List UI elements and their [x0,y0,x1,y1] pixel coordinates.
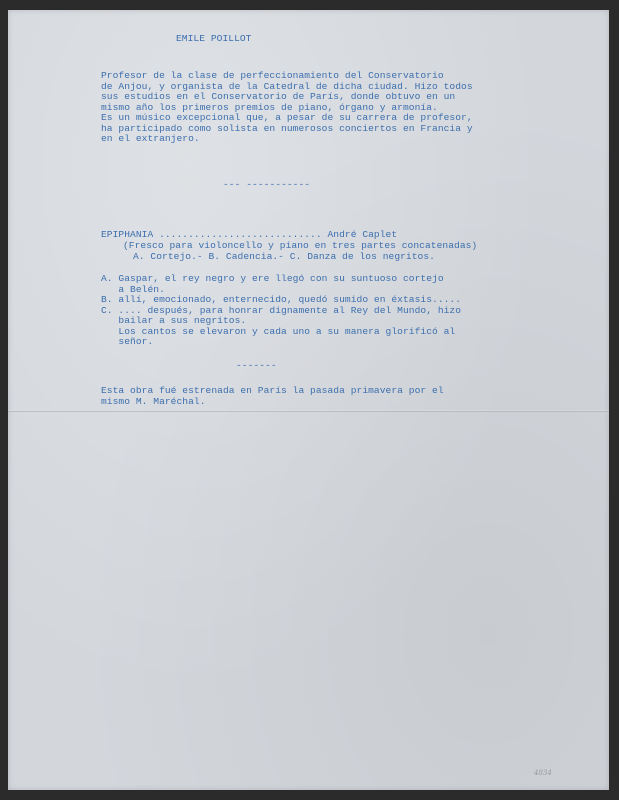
work-title: EPIPHANIA ............................ André Caplet [101,229,398,240]
work-movements: A. Cortejo.- B. Cadencia.- C. Danza de los negritos. [133,251,435,262]
separator-line-2: ------- [236,360,277,371]
performer-bio: Profesor de la clase de perfeccionamiento del Conservatorio de Anjou, y organista de la Catedral de dicha ciudad. Hizo todos sus estudios en el Conservatorio de París, donde obtuvo en un mismo año los primeros premios de piano, órgano y armonía. Es un músico excepcional que, a pesar de su carrera de profesor, ha participado como solista en numerosos conciertos en Francia y en el extranjero. [101,70,473,144]
separator-line: --- ----------- [223,179,311,190]
archive-number: 4834 [534,769,552,777]
work-subtitle: (Fresco para violoncello y piano en tres partes concatenadas) [123,240,478,251]
premiere-note: Esta obra fué estrenada en París la pasada primavera por el mismo M. Maréchal. [101,385,444,407]
fold-line [8,410,609,412]
performer-name: EMILE POILLOT [176,33,252,44]
program-notes: A. Gaspar, el rey negro y ere llegó con su suntuoso cortejo a Belén. B. allí, emocionado, enternecido, quedó sumido en éxtasis..... C. .... después, para honrar dignamente al Rey del Mundo, hizo bailar a sus negritos. Los cantos se elevaron y cada uno a su manera glorificó al señor. [101,273,462,347]
